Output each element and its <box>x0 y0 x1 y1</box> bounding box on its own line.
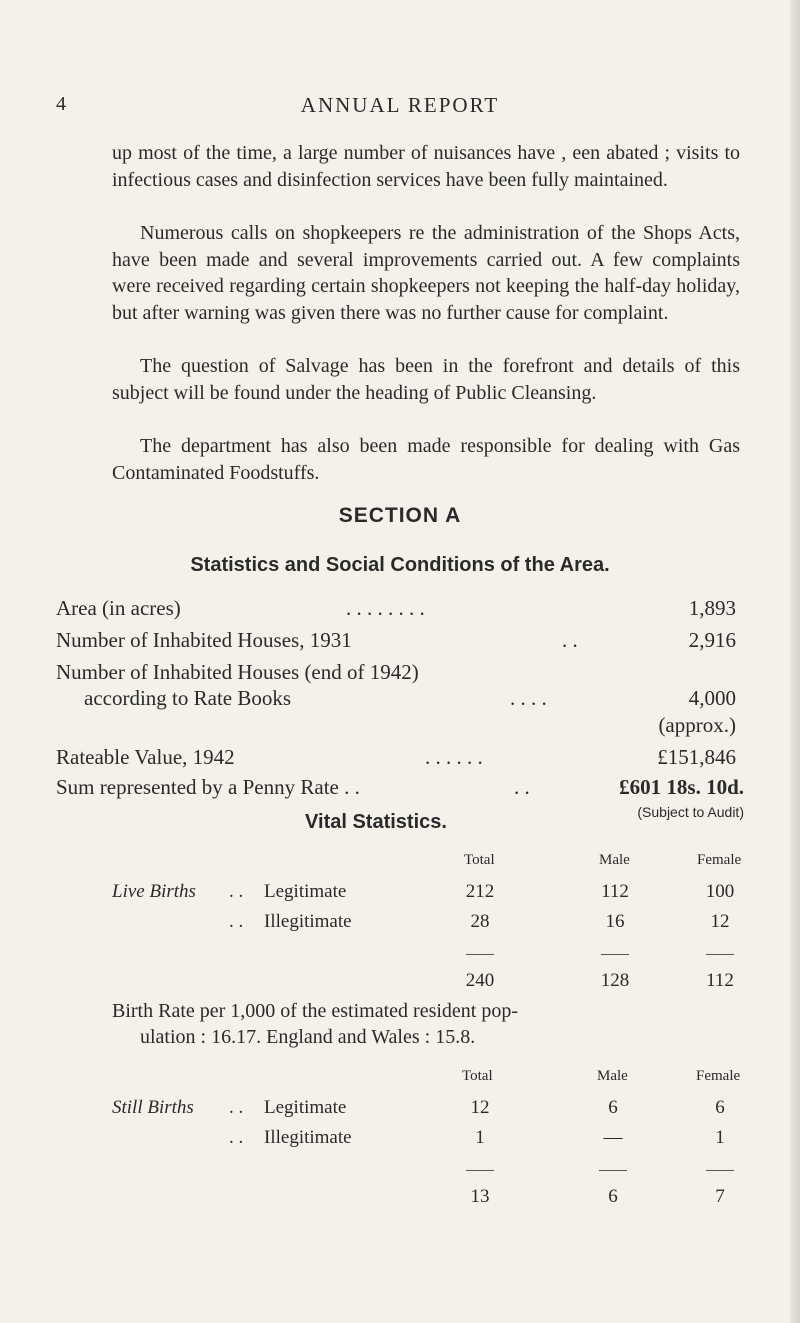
live-row1-male: 112 <box>601 881 629 902</box>
still-row1-male: 6 <box>608 1097 618 1118</box>
stat-note-audit: (Subject to Audit) <box>637 804 744 820</box>
section-heading: SECTION A <box>338 504 462 527</box>
running-title: ANNUAL REPORT <box>300 93 500 117</box>
vital-statistics-title: Vital Statistics. <box>305 811 447 833</box>
stat-dots-houses-1931: . . <box>562 628 578 652</box>
stat-value-rateable-value: £151,846 <box>657 745 736 769</box>
stat-dots-area: . . . . . . . . <box>346 596 425 620</box>
still-male-rule <box>599 1170 627 1171</box>
live-births-label: Live Births <box>112 881 196 902</box>
page-number: 4 <box>56 93 67 115</box>
live-sum-male: 128 <box>600 970 630 991</box>
birth-rate-line-1: Birth Rate per 1,000 of the estimated resident pop- <box>112 1000 519 1022</box>
live-female-rule <box>706 954 734 955</box>
still-row1-prefix: . . <box>229 1097 244 1118</box>
live-row2-female: 12 <box>710 911 730 932</box>
live-row2-total: 28 <box>470 911 490 932</box>
stat-value-houses-1942: 4,000 <box>688 686 736 710</box>
still-row2-female: 1 <box>715 1127 725 1148</box>
still-row1-label: Legitimate <box>264 1097 347 1118</box>
live-row2-prefix: . . <box>229 911 244 932</box>
live-row2-label: Illegitimate <box>264 911 352 932</box>
stat-label-rateable-value: Rateable Value, 1942 <box>56 745 235 769</box>
stat-dots-penny-rate: . . <box>514 775 530 799</box>
still-header-female: Female <box>696 1068 741 1084</box>
still-births-label: Still Births <box>112 1097 194 1118</box>
live-row1-total: 212 <box>465 881 495 902</box>
still-row1-female: 6 <box>715 1097 725 1118</box>
still-header-male: Male <box>597 1068 628 1084</box>
paragraph-2: Numerous calls on shopkeepers re the administration of the Shops Acts, have been made and several improvements carried out. A few complaints were received regarding certain shopkeepers not keeping the half-day holiday, but after warning was given there was no further cause for complaint. <box>112 222 740 324</box>
live-row2-male: 16 <box>605 911 625 932</box>
stat-label-penny-rate: Sum represented by a Penny Rate . . <box>56 775 360 799</box>
stat-label-houses-1942: Number of Inhabited Houses (end of 1942) <box>56 660 419 684</box>
paragraph-1: up most of the time, a large number of nuisances have , een abated ; visits to infectious cases and disinfection services have been fully maintained. <box>112 142 740 191</box>
still-sum-total: 13 <box>470 1186 490 1207</box>
still-female-rule <box>706 1170 734 1171</box>
stat-dots-rateable-value: . . . . . . <box>425 745 483 769</box>
still-row2-prefix: . . <box>229 1127 244 1148</box>
live-row1-female: 100 <box>705 881 735 902</box>
still-header-total: Total <box>462 1068 493 1084</box>
still-row2-total: 1 <box>475 1127 485 1148</box>
stat-dots-houses-1942: . . . . <box>510 686 547 710</box>
stat-value-houses-1931: 2,916 <box>688 628 736 652</box>
still-sum-female: 7 <box>715 1186 725 1207</box>
stat-value-penny-rate: £601 18s. 10d. <box>619 775 744 799</box>
paragraph-4: The department has also been made responsible for dealing with Gas Contaminated Foodstuffs. <box>112 435 740 484</box>
still-row2-label: Illegitimate <box>264 1127 352 1148</box>
live-row1-prefix: . . <box>229 881 244 902</box>
live-male-rule <box>601 954 629 955</box>
birth-rate-line-2: ulation : 16.17. England and Wales : 15.8. <box>140 1026 476 1048</box>
stat-value-area: 1,893 <box>688 596 736 620</box>
live-header-male: Male <box>599 852 630 868</box>
still-row1-total: 12 <box>470 1097 490 1118</box>
still-row2-male: — <box>603 1127 623 1148</box>
section-subheading: Statistics and Social Conditions of the Area. <box>190 554 610 576</box>
still-sum-male: 6 <box>608 1186 618 1207</box>
paragraph-3: The question of Salvage has been in the forefront and details of this subject will be found under the heading of Public Cleansing. <box>112 355 740 404</box>
stat-label-rate-books: according to Rate Books <box>84 686 292 710</box>
stat-label-houses-1931: Number of Inhabited Houses, 1931 <box>56 628 352 652</box>
live-sum-total: 240 <box>465 970 495 991</box>
stat-note-approx: (approx.) <box>658 713 736 737</box>
live-row1-label: Legitimate <box>264 881 347 902</box>
live-header-total: Total <box>464 852 495 868</box>
page-edge <box>790 0 800 1323</box>
live-sum-female: 112 <box>706 970 734 991</box>
still-total-rule <box>466 1170 494 1171</box>
live-total-rule <box>466 954 494 955</box>
live-header-female: Female <box>697 852 742 868</box>
stat-label-area: Area (in acres) <box>56 596 181 620</box>
